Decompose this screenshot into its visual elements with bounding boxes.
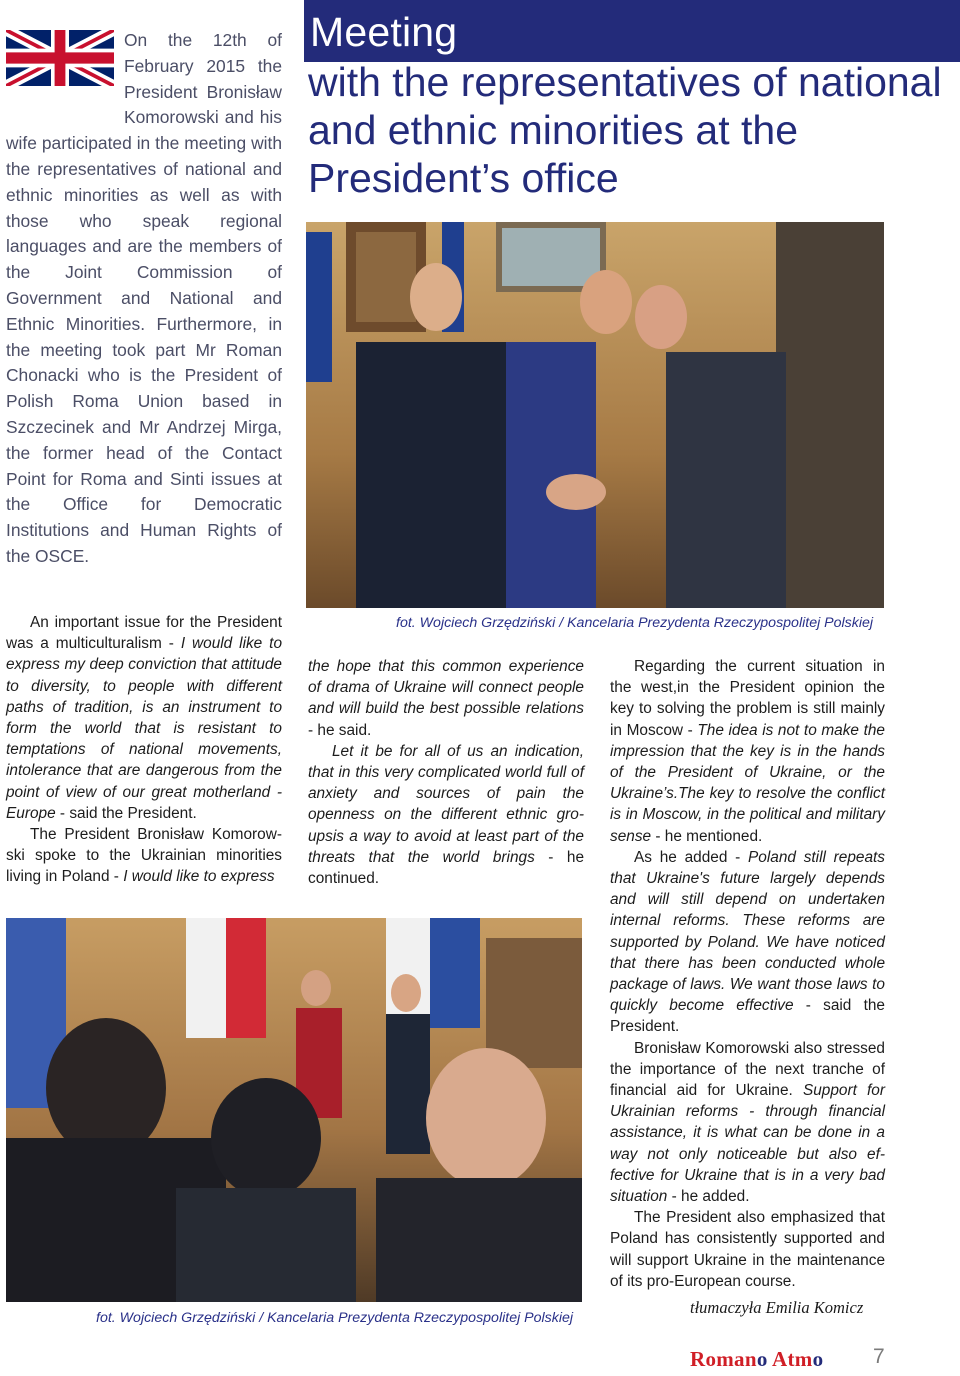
col3-text-3: Bronisław Komorowski also stressed the importance of the next tranche of financial aid for Ukraine.	[610, 1039, 885, 1100]
photo-caption-bottom: fot. Wojciech Grzędziński / Kancelaria Prezydenta Rzeczypospolitej Polskiej	[96, 1310, 574, 1326]
article-column-2	[308, 656, 584, 889]
intro-paragraph: On the 12th of February 2015 the President Bronisław Komorowski and his wife participated in the meeting with the representatives of national and ethnic minorities as well as with those who speak regional languages and are the members of the Joint Commission of Government and National and Ethnic Minorities. Furthermore, in the meeting took part Mr Roman Chonacki who is the President of Polish Roma Union based in Szczecinek and Mr Andrzej Mirga, the former head of the Contact Point for Roma and Sinti issues at the Office for Democratic Institutions and Human Rights of the OSCE.	[6, 30, 282, 566]
col3-quote-3: Support for Ukrainian reforms - through financial assistance, it is what can be done in a way not only noticeable but also effective for Ukraine that is in a very bad situation	[610, 1082, 885, 1206]
col3-text-2: As he added -	[634, 848, 749, 866]
col1-attribution: - said the President.	[55, 804, 197, 822]
col3-quote-2: Poland still repeats that Ukraine's future largely depends and will still depend on undertaken internal reforms. These reforms are supported by Poland. We have noticed that there has been conducted whole package of laws. We want those laws to quickly become effective	[610, 848, 886, 1015]
page-number: 7	[873, 1345, 885, 1368]
col1-text: An important issue for the President was a multiculturalism -	[6, 614, 282, 653]
col1-quote: I would like to express my deep conviction that attitude to diversity, to people with different paths of tradition, is an instrument to form the world that is resistant to temptations of national movements, intolerance that are dangerous from the point of view of our great motherland - Europe	[6, 635, 283, 822]
col3-text-4: The President also emphasized that Poland has consistently supported and will support Ukraine in the maintenance of its pro-European course.	[610, 1209, 885, 1290]
col2-quote-2: Let it be for all of us an indication, that in this very complicated world full of anxiety and sources of pain the openness on the different ethnic groupsis a way to avoid at least part of the threats that the world brings	[308, 742, 584, 866]
article-title: with the representatives of national and ethnic minorities at the President’s office	[308, 59, 942, 201]
col3-attribution-2: - said the President.	[610, 997, 885, 1036]
photo-handshake	[306, 222, 884, 608]
col2-quote: the hope that this common experience of drama of Ukraine will connect people and will build the best possible relations	[308, 658, 584, 718]
magazine-logo: Romano Atmo	[690, 1347, 824, 1371]
col3-attribution-3: - he added.	[667, 1188, 750, 1206]
translator-credit: tłumaczyła Emilia Komicz	[690, 1298, 864, 1317]
col3-quote: The idea is not to make the impression that the key is in the hands of the President of Ukraine, or the Ukraine’s.The key to resolve the conflict is in Moscow, in the political and military sense	[610, 721, 885, 845]
article-column-1	[6, 612, 282, 888]
article-column-3	[610, 656, 885, 1292]
col3-attribution: - he mentioned.	[651, 827, 763, 845]
col1-quote-2: I would like to express	[123, 868, 275, 886]
photo-caption-top: fot. Wojciech Grzędziński / Kancelaria Prezydenta Rzeczypospolitej Polskiej	[396, 615, 874, 631]
col1-text-2: The President Bronisław Komorowski spoke to the Ukrainian minorities living in Poland -	[6, 826, 282, 886]
photo-meeting-room	[6, 918, 582, 1302]
article-title-line1: Meeting	[310, 9, 458, 55]
col2-attribution: - he said.	[308, 721, 372, 739]
col3-text: Regarding the current situation in the west,in the President opinion the key to solving the problem is still mainly in Moscow -	[610, 658, 885, 739]
col2-attribution-2: - he continued.	[308, 848, 585, 888]
